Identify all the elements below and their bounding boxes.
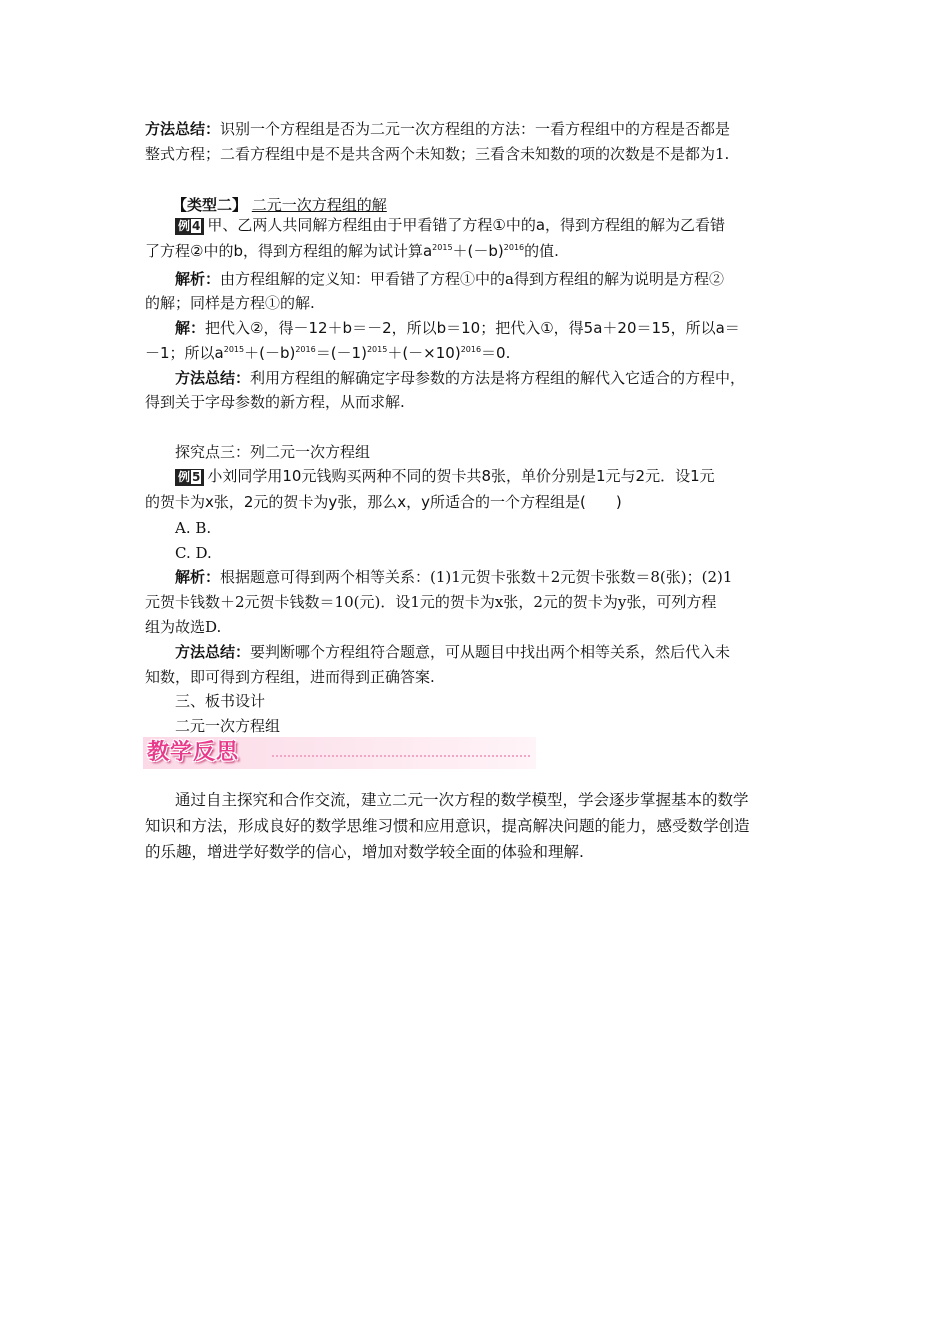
example5-analysis-line-3: 组为故选D.	[145, 618, 222, 636]
example5-line-2: 的贺卡为x张，2元的贺卡为y张，那么x，y所适合的一个方程组是( )	[145, 493, 622, 511]
reflection-line-1: 通过自主探究和合作交流，建立二元一次方程的数学模型，学会逐步掌握基本的数学	[175, 791, 749, 809]
example4-line-1	[175, 215, 725, 235]
example5-analysis-line-2: 元贺卡钱数＋2元贺卡钱数＝10(元)．设1元的贺卡为x张，2元的贺卡为y张，可列方程	[145, 593, 717, 611]
example5-line-1	[175, 466, 715, 486]
reflection-banner-title: 教学反思	[147, 740, 240, 765]
example4-line-2: 了方程②中的b，得到方程组的解为试计算$a^{2015}+(-b)^{2016}$的值.	[145, 242, 559, 260]
example4-summary-line-2: 得到关于字母参数的新方程，从而求解.	[145, 393, 405, 411]
example5-text: 小刘同学用10元钱购买两种不同的贺卡共8张，单价分别是1元与2元．设1元	[207, 467, 715, 485]
example4-solution-line-2: －1；所以$a^{2015}+(-b)^{2016}=(-1)^{2015}+(-\times 10)^{2016}=0$.	[145, 344, 511, 362]
board-heading: 三、板书设计	[175, 692, 266, 710]
summary-line-2: 整式方程；二看方程组中是不是共含两个未知数；三看含未知数的项的次数是不是都为1.	[145, 145, 730, 163]
reflection-line-2: 知识和方法，形成良好的数学思维习惯和应用意识，提高解决问题的能力，感受数学创造	[145, 817, 750, 835]
example5-summary-line-1: 方法总结：要判断哪个方程组符合题意，可从题目中找出两个相等关系，然后代入未	[175, 643, 731, 661]
example5-summary-line-2: 知数，即可得到方程组，进而得到正确答案.	[145, 668, 435, 686]
type2-heading	[172, 195, 387, 215]
example4-analysis-line-2: 的解；同样是方程①的解.	[145, 294, 315, 312]
summary-label: 方法总结：	[145, 120, 221, 138]
explore3-title: 探究点三：列二元一次方程组	[175, 443, 371, 461]
summary-text: 识别一个方程组是否为二元一次方程组的方法：一看方程组中的方程是否都是	[220, 120, 731, 138]
type2-bracket: 【类型二】	[172, 196, 248, 214]
example5-analysis-line-1: 解析：根据题意可得到两个相等关系：(1)1元贺卡张数＋2元贺卡张数＝8(张)；(2)1	[175, 568, 733, 586]
example4-analysis-line-1: 解析：由方程组解的定义知：甲看错了方程①中的a得到方程组的解为说明是方程②	[175, 270, 724, 288]
reflection-banner-dots	[272, 755, 530, 759]
example5-badge: 例 5	[175, 469, 204, 486]
type2-title: 二元一次方程组的解	[251, 196, 387, 214]
reflection-line-3: 的乐趣，增进学好数学的信心，增加对数学较全面的体验和理解.	[145, 843, 584, 861]
example4-badge: 例 4	[175, 218, 204, 235]
summary-line-1	[145, 119, 730, 139]
example4-summary-line-1: 方法总结：利用方程组的解确定字母参数的方法是将方程组的解代入它适合的方程中，	[175, 369, 746, 387]
example4-text: 甲、乙两人共同解方程组由于甲看错了方程①中的a，得到方程组的解为乙看错	[207, 216, 726, 234]
board-content: 二元一次方程组	[175, 717, 281, 735]
example5-options-cd: C. D.	[175, 544, 212, 562]
example4-solution-line-1: 解：把代入②，得－12＋b＝－2，所以b＝10；把代入①，得5a＋20＝15，所以a＝	[175, 319, 740, 337]
example5-options-ab: A. B.	[175, 519, 212, 537]
